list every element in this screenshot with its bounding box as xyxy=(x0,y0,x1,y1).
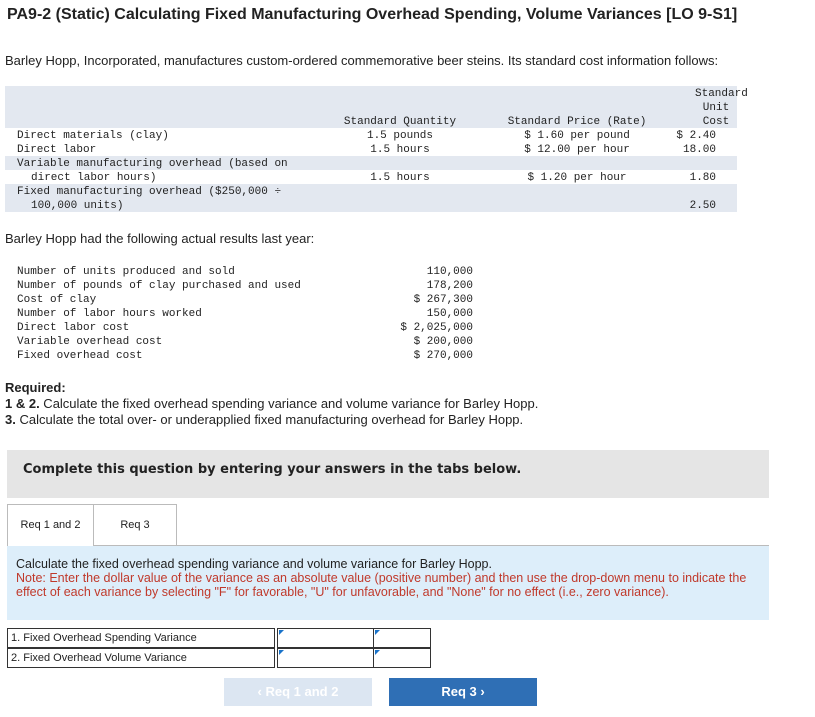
required-item-text: Calculate the total over- or underapplied fixed manufacturing overhead for Barley Hopp. xyxy=(15,412,524,427)
col-header-price: Standard Price (Rate) xyxy=(507,116,647,128)
actual-row-label: Direct labor cost xyxy=(17,322,130,334)
next-tab-button[interactable]: Req 3 › xyxy=(389,678,537,706)
std-row-cost: 2.50 xyxy=(689,200,716,212)
actual-row-label: Number of labor hours worked xyxy=(17,308,202,320)
actual-row-label: Cost of clay xyxy=(17,294,97,306)
instructions-main: Calculate the fixed overhead spending variance and volume variance for Barley Hopp. xyxy=(16,557,492,571)
actual-row-value: 110,000 xyxy=(426,266,473,278)
col-header-unit-cost-2: Unit xyxy=(702,102,730,114)
answer-row-spending xyxy=(7,628,431,648)
standard-cost-table xyxy=(5,86,748,214)
prev-tab-button[interactable]: ‹ Req 1 and 2 xyxy=(224,678,372,706)
instructions-note: Note: Enter the dollar value of the variance as an absolute value (positive number) and then use the drop-down menu to indicate the effect of each variance by selecting "F" for favorable, "U" for unfavorable, and "None" for no effect (i.e., zero variance). xyxy=(16,571,747,599)
actual-row-value: 178,200 xyxy=(426,280,473,292)
spending-variance-effect-select[interactable] xyxy=(373,628,431,648)
required-section xyxy=(5,380,538,428)
page-title: PA9-2 (Static) Calculating Fixed Manufacturing Overhead Spending, Volume Variances [LO 9-S1] xyxy=(7,6,738,23)
std-row-label-cont: direct labor hours) xyxy=(31,172,157,184)
std-row-label-cont: 100,000 units) xyxy=(31,200,124,212)
actual-row-label: Number of pounds of clay purchased and used xyxy=(17,280,301,292)
actual-row-label: Fixed overhead cost xyxy=(17,350,143,362)
spending-variance-amount-input[interactable] xyxy=(277,628,381,648)
std-row-label: Variable manufacturing overhead (based on xyxy=(17,158,288,170)
actual-row-value: $ 267,300 xyxy=(413,294,473,306)
tab-label: Req 1 and 2 xyxy=(20,519,81,531)
banner-text: Complete this question by entering your answers in the tabs below. xyxy=(23,462,522,477)
col-header-unit-cost-3: Cost xyxy=(702,116,730,128)
std-row-price: $ 12.00 per hour xyxy=(524,144,630,156)
std-row-price: $ 1.20 per hour xyxy=(527,172,627,184)
std-row-qty: 1.5 hours xyxy=(370,172,430,184)
answer-label: 1. Fixed Overhead Spending Variance xyxy=(7,628,275,648)
intro-text: Barley Hopp, Incorporated, manufactures custom-ordered commemorative beer steins. Its standard cost information follows: xyxy=(5,53,719,68)
answer-label: 2. Fixed Overhead Volume Variance xyxy=(7,648,275,668)
tab-label: Req 3 xyxy=(120,519,150,531)
std-row-label: Direct materials (clay) xyxy=(17,130,169,142)
volume-variance-effect-select[interactable] xyxy=(373,648,431,668)
actual-row-value: $ 200,000 xyxy=(413,336,473,348)
std-row-cost: 18.00 xyxy=(682,144,716,156)
std-row-qty: 1.5 pounds xyxy=(366,130,433,142)
std-row-qty: 1.5 hours xyxy=(370,144,430,156)
tab-instructions xyxy=(7,546,769,620)
actual-results-table xyxy=(5,265,475,365)
std-row-price: $ 1.60 per pound xyxy=(524,130,630,142)
std-row-cost: $ 2.40 xyxy=(676,130,716,142)
instruction-banner xyxy=(7,450,769,498)
answer-row-volume xyxy=(7,648,431,668)
actual-row-value: $ 270,000 xyxy=(413,350,473,362)
actual-results-intro: Barley Hopp had the following actual results last year: xyxy=(5,231,315,246)
actual-row-value: $ 2,025,000 xyxy=(400,322,473,334)
col-header-unit-cost-1: Standard xyxy=(695,88,748,100)
actual-row-value: 150,000 xyxy=(426,308,473,320)
std-row-cost: 1.80 xyxy=(689,172,716,184)
required-item-number: 1 & 2. xyxy=(5,396,40,411)
required-item-text: Calculate the fixed overhead spending variance and volume variance for Barley Hopp. xyxy=(39,396,539,411)
std-row-label: Fixed manufacturing overhead ($250,000 ÷ xyxy=(17,186,282,198)
std-row-label: Direct labor xyxy=(17,144,97,156)
required-heading: Required: xyxy=(5,380,66,395)
volume-variance-amount-input[interactable] xyxy=(277,648,381,668)
tab-req-3[interactable] xyxy=(93,504,177,546)
actual-row-label: Number of units produced and sold xyxy=(17,266,235,278)
tab-req-1-and-2[interactable] xyxy=(7,504,94,546)
col-header-quantity: Standard Quantity xyxy=(343,116,457,128)
actual-row-label: Variable overhead cost xyxy=(17,336,163,348)
required-item-number: 3. xyxy=(5,412,16,427)
